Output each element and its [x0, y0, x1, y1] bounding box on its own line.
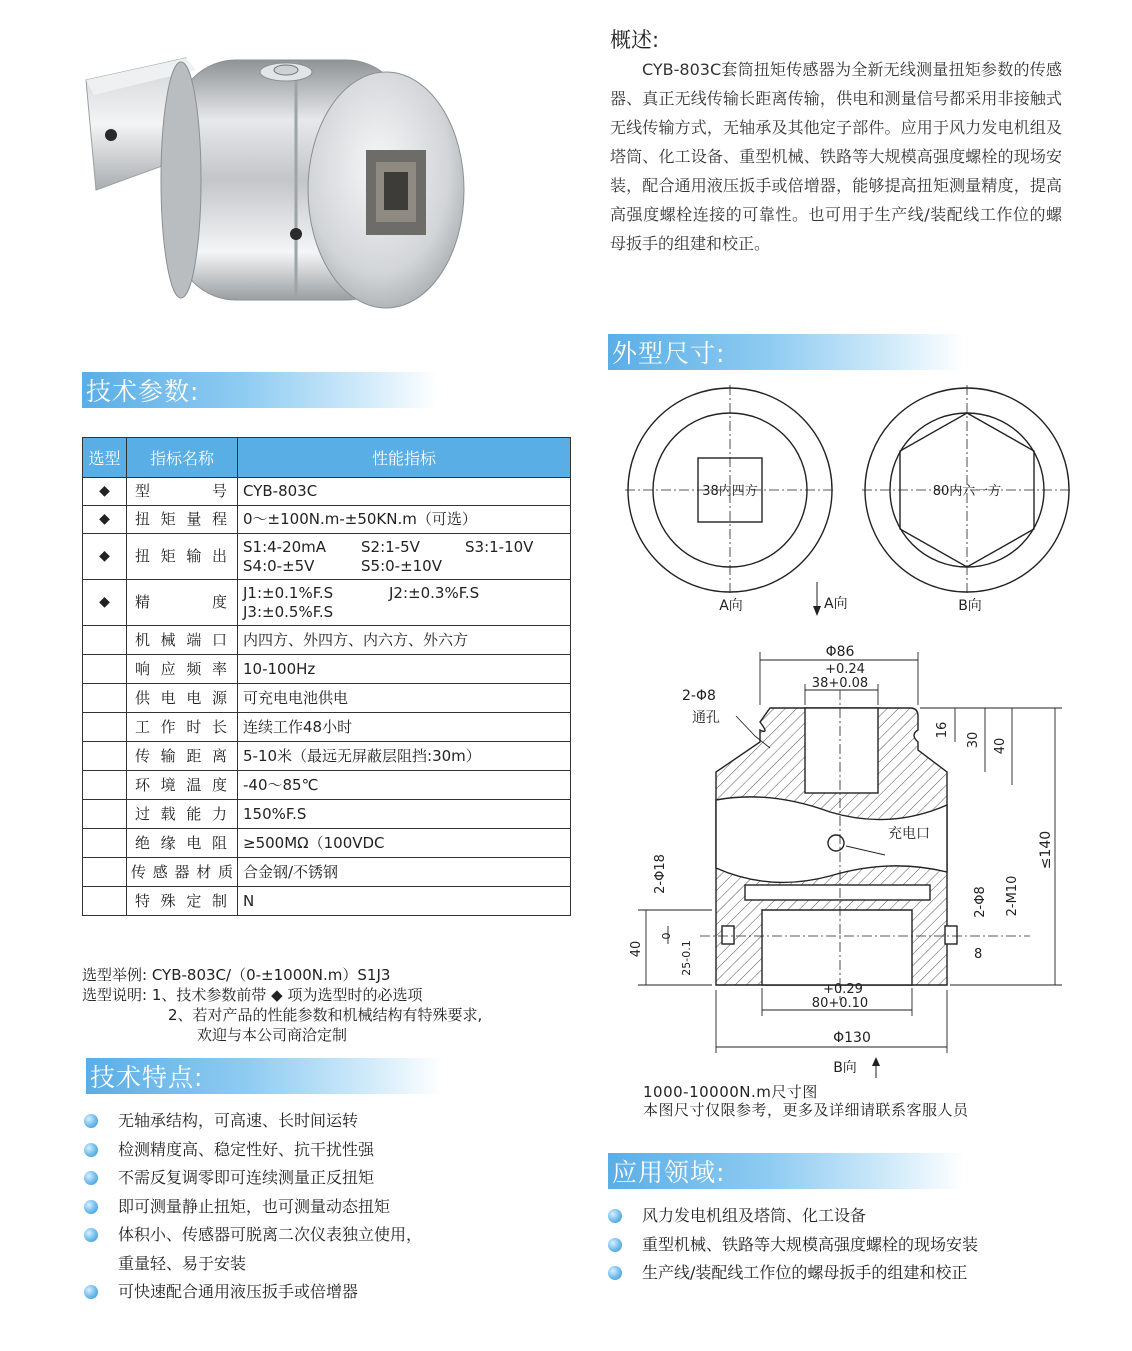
list-item: 重量轻、易于安装	[118, 1253, 247, 1273]
view-a-inner-label: 38内四方	[702, 484, 758, 499]
list-item: 生产线/装配线工作位的螺母扳手的组建和校正	[608, 1259, 978, 1288]
dim-0: 0	[660, 932, 673, 940]
dim-phi8-right: 2-Φ8	[973, 886, 988, 918]
table-row	[83, 655, 571, 684]
table-row	[83, 771, 571, 800]
section-top-bore	[805, 708, 878, 793]
param-name: 精度	[127, 580, 238, 626]
bottom-view-b-label: B向	[833, 1060, 857, 1076]
dim-phi86: Φ86	[825, 644, 855, 660]
bullet-icon	[84, 1114, 98, 1128]
dimensions-header: 外型尺寸:	[608, 334, 964, 370]
table-row	[83, 829, 571, 858]
dim-80: 80+0.10	[811, 996, 869, 1011]
header-value: 性能指标	[238, 438, 571, 478]
dimension-note: 本图尺寸仅限参考，更多及详细请联系客服人员	[643, 1101, 969, 1119]
view-b-inner-label: 80内六一方	[932, 484, 1002, 499]
value-item: S3:1-10V	[465, 537, 534, 556]
bullet-icon	[84, 1228, 98, 1242]
product-photo	[66, 20, 474, 338]
dimension-notes	[643, 1083, 969, 1119]
required-mark: ◆	[83, 506, 127, 534]
param-name: 过载能力	[127, 800, 238, 829]
required-mark	[83, 713, 127, 742]
dimension-drawing	[600, 380, 1130, 1120]
features-header: 技术特点:	[86, 1058, 442, 1094]
value-item: S2:1-5V	[361, 537, 420, 556]
table-row	[83, 478, 571, 506]
param-value: 连续工作48小时	[238, 713, 571, 742]
header-name: 指标名称	[127, 438, 238, 478]
explain-line: 2、若对产品的性能参数和机械结构有特殊要求,	[168, 1006, 483, 1024]
charge-port-hole	[828, 835, 844, 851]
param-name: 环境温度	[127, 771, 238, 800]
dimension-caption: 1000-10000N.m尺寸图	[643, 1083, 818, 1101]
example-label: 选型举例:	[82, 966, 148, 984]
param-value: 0～±100N.m-±50KN.m（可选）	[238, 506, 571, 534]
selection-notes	[82, 965, 482, 1045]
spec-table	[82, 437, 571, 916]
bullet-icon	[84, 1200, 98, 1214]
param-value	[238, 580, 571, 626]
list-item: 无轴承结构，可高速、长时间运转	[84, 1107, 422, 1136]
bullet-icon	[84, 1285, 98, 1299]
required-mark	[83, 626, 127, 655]
list-item: 可快速配合通用液压扳手或倍增器	[84, 1278, 422, 1307]
table-row	[83, 858, 571, 887]
dim-8: 8	[974, 947, 983, 962]
param-value	[238, 534, 571, 580]
table-row	[83, 626, 571, 655]
param-value: 内四方、外四方、内六方、外六方	[238, 626, 571, 655]
table-row	[83, 713, 571, 742]
list-item: 检测精度高、稳定性好、抗干扰性强	[84, 1136, 422, 1165]
param-name: 绝缘电阻	[127, 829, 238, 858]
header-select: 选型	[83, 438, 127, 478]
dim-38: 38+0.08	[811, 676, 869, 691]
list-item: 即可测量静止扭矩，也可测量动态扭矩	[84, 1193, 422, 1222]
explain-label: 选型说明:	[82, 986, 148, 1004]
param-name: 机械端口	[127, 626, 238, 655]
required-mark: ◆	[83, 580, 127, 626]
value-item: J3:±0.5%F.S	[243, 602, 334, 621]
bullet-icon	[608, 1209, 622, 1223]
overview-text: CYB-803C套筒扭矩传感器为全新无线测量扭矩参数的传感器、真正无线传输长距离传输，供电和测量信号都采用非接触式无线传输方式，无轴承及其他定子部件。应用于风力发电机组及塔筒、化工设备、重型机械、铁路等大规模高强度螺栓的现场安装，配合通用液压扳手或倍增器，能够提高扭矩测量精度，提高高强度螺栓连接的可靠性。也可用于生产线/装配线工作位的螺母扳手的组建和校正。	[610, 60, 1062, 253]
param-name: 响应频率	[127, 655, 238, 684]
param-name: 扭矩量程	[127, 506, 238, 534]
param-value: 10-100Hz	[238, 655, 571, 684]
dim-30: 30	[966, 731, 981, 749]
required-mark	[83, 655, 127, 684]
dim-25: 25-0.1	[680, 940, 693, 976]
list-item: 风力发电机组及塔筒、化工设备	[608, 1202, 978, 1231]
table-row	[83, 580, 571, 626]
view-a-label: A向	[719, 598, 743, 614]
dim-tol-top: +0.24	[825, 662, 865, 677]
dim-140: ≤140	[1038, 830, 1054, 870]
table-row	[83, 800, 571, 829]
dim-40-bottom: 40	[629, 940, 644, 958]
dim-tol-bottom: +0.29	[823, 982, 863, 997]
param-name: 型号	[127, 478, 238, 506]
table-row	[83, 684, 571, 713]
required-mark	[83, 684, 127, 713]
bullet-icon	[84, 1171, 98, 1185]
dim-phi130: Φ130	[833, 1030, 871, 1046]
dim-40: 40	[993, 737, 1008, 755]
required-mark	[83, 829, 127, 858]
param-value: -40～85℃	[238, 771, 571, 800]
table-row	[83, 742, 571, 771]
dim-m10: 2-M10	[1005, 875, 1020, 917]
tech-params-header: 技术参数:	[82, 372, 438, 408]
table-header-row	[83, 438, 571, 478]
value-item: S1:4-20mA	[243, 537, 327, 556]
param-value: 合金钢/不锈钢	[238, 858, 571, 887]
required-mark	[83, 887, 127, 916]
table-row	[83, 887, 571, 916]
dim-hole: 2-Φ8	[682, 688, 716, 704]
required-mark	[83, 858, 127, 887]
param-name: 扭矩输出	[127, 534, 238, 580]
required-mark	[83, 742, 127, 771]
table-row	[83, 534, 571, 580]
explain-line: 1、技术参数前带 ◆ 项为选型时的必选项	[151, 986, 423, 1004]
view-a-arrow-label: A向	[824, 596, 848, 612]
list-item: 体积小、传感器可脱离二次仪表独立使用，	[84, 1221, 422, 1250]
param-value: CYB-803C	[238, 478, 571, 506]
features-list	[84, 1107, 422, 1307]
view-b-label: B向	[958, 598, 982, 614]
value-item: S4:0-±5V	[243, 556, 315, 575]
value-item: J1:±0.1%F.S	[243, 583, 334, 602]
dim-through-hole: 通孔	[692, 710, 720, 726]
applications-header: 应用领域:	[608, 1153, 964, 1189]
table-row	[83, 506, 571, 534]
example-value: CYB-803C/（0-±1000N.m）S1J3	[151, 966, 391, 984]
value-item: S5:0-±10V	[361, 556, 442, 575]
required-mark: ◆	[83, 534, 127, 580]
bullet-icon	[84, 1143, 98, 1157]
param-value: 可充电电池供电	[238, 684, 571, 713]
dim-phi18: 2-Φ18	[653, 854, 668, 894]
param-value: 150%F.S	[238, 800, 571, 829]
explain-line: 欢迎与本公司商洽定制	[197, 1026, 348, 1044]
overview-title: 概述:	[610, 28, 660, 52]
param-name: 传感器材质	[127, 858, 238, 887]
dim-16: 16	[935, 721, 950, 739]
param-name: 供电电源	[127, 684, 238, 713]
value-item: J2:±0.3%F.S	[389, 583, 480, 602]
param-name: 工作时长	[127, 713, 238, 742]
bullet-icon	[608, 1266, 622, 1280]
param-value: 5-10米（最远无屏蔽层阻挡:30m）	[238, 742, 571, 771]
required-mark	[83, 800, 127, 829]
required-mark	[83, 771, 127, 800]
required-mark: ◆	[83, 478, 127, 506]
section-slot	[745, 885, 930, 900]
bullet-icon	[608, 1238, 622, 1252]
param-name: 特殊定制	[127, 887, 238, 916]
list-item: 不需反复调零即可连续测量正反扭矩	[84, 1164, 422, 1193]
charge-port-label: 充电口	[888, 826, 930, 842]
applications-list	[608, 1202, 978, 1288]
param-value: N	[238, 887, 571, 916]
param-name: 传输距离	[127, 742, 238, 771]
section-bottom-bore	[762, 910, 912, 985]
param-value: ≥500MΩ（100VDC	[238, 829, 571, 858]
list-item: 重型机械、铁路等大规模高强度螺栓的现场安装	[608, 1231, 978, 1260]
